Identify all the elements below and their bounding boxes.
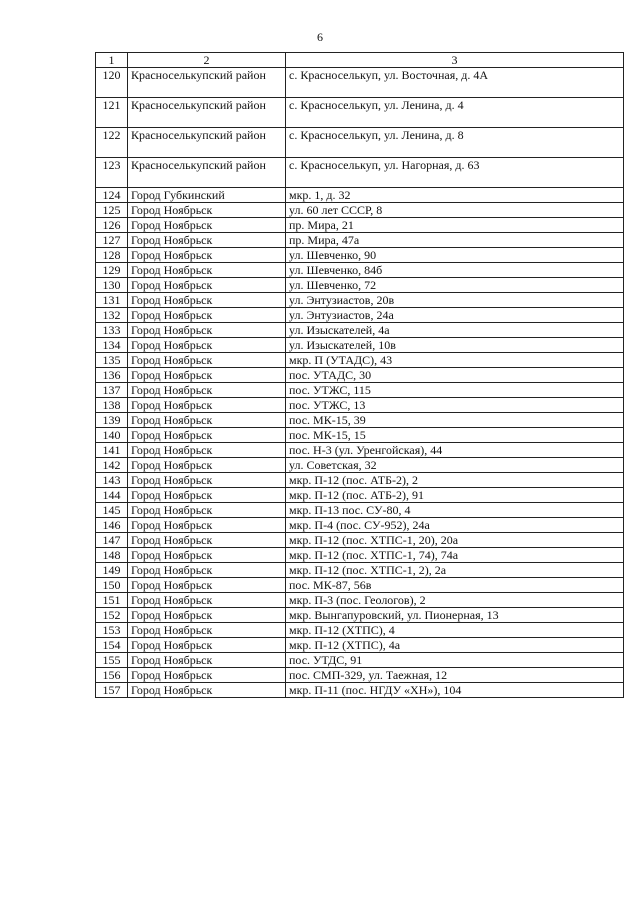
row-district: Город Ноябрьск	[128, 533, 286, 548]
row-district: Город Ноябрьск	[128, 563, 286, 578]
table-row	[96, 158, 624, 188]
table-row	[96, 338, 624, 353]
table-row	[96, 398, 624, 413]
row-number: 136	[96, 368, 128, 383]
row-number: 134	[96, 338, 128, 353]
row-address: мкр. П-12 (пос. ХТПС-1, 20), 20а	[286, 533, 624, 548]
row-district: Город Ноябрьск	[128, 368, 286, 383]
row-number: 149	[96, 563, 128, 578]
table-row	[96, 668, 624, 683]
table-row	[96, 563, 624, 578]
table-row	[96, 488, 624, 503]
row-district: Город Ноябрьск	[128, 683, 286, 698]
row-number: 122	[96, 128, 128, 158]
row-district: Красноселькупский район	[128, 158, 286, 188]
column-header-number: 1	[96, 53, 128, 68]
table-row	[96, 683, 624, 698]
table-row	[96, 353, 624, 368]
row-district: Город Ноябрьск	[128, 668, 286, 683]
row-number: 145	[96, 503, 128, 518]
row-district: Город Ноябрьск	[128, 503, 286, 518]
table-row	[96, 128, 624, 158]
row-address: с. Красноселькуп, ул. Ленина, д. 8	[286, 128, 624, 158]
row-number: 123	[96, 158, 128, 188]
table-row	[96, 578, 624, 593]
row-address: пос. МК-15, 15	[286, 428, 624, 443]
row-address: пос. УТЖС, 115	[286, 383, 624, 398]
row-district: Город Ноябрьск	[128, 398, 286, 413]
row-number: 129	[96, 263, 128, 278]
row-address: с. Красноселькуп, ул. Восточная, д. 4А	[286, 68, 624, 98]
row-number: 156	[96, 668, 128, 683]
row-number: 120	[96, 68, 128, 98]
row-number: 139	[96, 413, 128, 428]
table-row	[96, 638, 624, 653]
row-number: 154	[96, 638, 128, 653]
row-district: Город Ноябрьск	[128, 623, 286, 638]
row-district: Город Ноябрьск	[128, 353, 286, 368]
row-district: Город Ноябрьск	[128, 578, 286, 593]
row-address: мкр. П-12 (ХТПС), 4а	[286, 638, 624, 653]
row-district: Город Ноябрьск	[128, 608, 286, 623]
row-address: ул. Энтузиастов, 20в	[286, 293, 624, 308]
table-header-row	[96, 53, 624, 68]
row-number: 150	[96, 578, 128, 593]
row-address: ул. Шевченко, 90	[286, 248, 624, 263]
row-number: 124	[96, 188, 128, 203]
row-number: 121	[96, 98, 128, 128]
row-district: Красноселькупский район	[128, 68, 286, 98]
row-address: пос. МК-87, 56в	[286, 578, 624, 593]
row-address: с. Красноселькуп, ул. Нагорная, д. 63	[286, 158, 624, 188]
row-number: 125	[96, 203, 128, 218]
row-address: с. Красноселькуп, ул. Ленина, д. 4	[286, 98, 624, 128]
row-district: Город Ноябрьск	[128, 263, 286, 278]
row-number: 132	[96, 308, 128, 323]
row-district: Город Ноябрьск	[128, 293, 286, 308]
row-address: пос. УТАДС, 30	[286, 368, 624, 383]
table-row	[96, 308, 624, 323]
row-number: 143	[96, 473, 128, 488]
row-address: пос. УТДС, 91	[286, 653, 624, 668]
table-row	[96, 533, 624, 548]
row-address: мкр. П-12 (пос. АТБ-2), 91	[286, 488, 624, 503]
row-address: мкр. П-12 (пос. ХТПС-1, 74), 74а	[286, 548, 624, 563]
table-row	[96, 608, 624, 623]
row-address: пос. УТЖС, 13	[286, 398, 624, 413]
row-district: Город Ноябрьск	[128, 203, 286, 218]
table-row	[96, 248, 624, 263]
row-number: 146	[96, 518, 128, 533]
row-number: 138	[96, 398, 128, 413]
row-address: ул. Изыскателей, 10в	[286, 338, 624, 353]
row-district: Город Ноябрьск	[128, 383, 286, 398]
row-number: 148	[96, 548, 128, 563]
table-row	[96, 368, 624, 383]
row-address: мкр. П-3 (пос. Геологов), 2	[286, 593, 624, 608]
row-number: 127	[96, 233, 128, 248]
row-number: 128	[96, 248, 128, 263]
row-number: 135	[96, 353, 128, 368]
row-district: Город Ноябрьск	[128, 413, 286, 428]
row-district: Город Ноябрьск	[128, 338, 286, 353]
row-district: Город Ноябрьск	[128, 653, 286, 668]
table-row	[96, 443, 624, 458]
row-number: 152	[96, 608, 128, 623]
address-table	[95, 52, 624, 698]
table-row	[96, 383, 624, 398]
table-row	[96, 263, 624, 278]
table-row	[96, 293, 624, 308]
row-number: 140	[96, 428, 128, 443]
row-address: пр. Мира, 21	[286, 218, 624, 233]
row-address: мкр. П (УТАДС), 43	[286, 353, 624, 368]
column-header-district: 2	[128, 53, 286, 68]
row-district: Город Ноябрьск	[128, 593, 286, 608]
row-district: Город Ноябрьск	[128, 638, 286, 653]
row-address: пос. МК-15, 39	[286, 413, 624, 428]
table-row	[96, 203, 624, 218]
row-number: 147	[96, 533, 128, 548]
table-row	[96, 323, 624, 338]
row-address: ул. Шевченко, 84б	[286, 263, 624, 278]
row-district: Город Ноябрьск	[128, 488, 286, 503]
row-number: 157	[96, 683, 128, 698]
row-address: пр. Мира, 47а	[286, 233, 624, 248]
table-row	[96, 218, 624, 233]
row-district: Город Ноябрьск	[128, 458, 286, 473]
row-district: Город Ноябрьск	[128, 278, 286, 293]
row-address: мкр. П-4 (пос. СУ-952), 24а	[286, 518, 624, 533]
row-number: 155	[96, 653, 128, 668]
row-number: 137	[96, 383, 128, 398]
row-number: 153	[96, 623, 128, 638]
row-district: Город Ноябрьск	[128, 443, 286, 458]
column-header-address: 3	[286, 53, 624, 68]
row-address: ул. Изыскателей, 4а	[286, 323, 624, 338]
row-address: мкр. П-13 пос. СУ-80, 4	[286, 503, 624, 518]
row-number: 142	[96, 458, 128, 473]
table-row	[96, 593, 624, 608]
row-district: Город Ноябрьск	[128, 248, 286, 263]
row-district: Город Ноябрьск	[128, 548, 286, 563]
row-district: Город Ноябрьск	[128, 218, 286, 233]
table-row	[96, 233, 624, 248]
row-district: Город Губкинский	[128, 188, 286, 203]
row-address: ул. Шевченко, 72	[286, 278, 624, 293]
row-address: пос. СМП-329, ул. Таежная, 12	[286, 668, 624, 683]
row-address: мкр. П-12 (ХТПС), 4	[286, 623, 624, 638]
row-address: мкр. 1, д. 32	[286, 188, 624, 203]
row-district: Город Ноябрьск	[128, 233, 286, 248]
row-number: 126	[96, 218, 128, 233]
row-number: 133	[96, 323, 128, 338]
row-number: 131	[96, 293, 128, 308]
table-row	[96, 473, 624, 488]
row-district: Город Ноябрьск	[128, 323, 286, 338]
row-number: 130	[96, 278, 128, 293]
row-address: мкр. П-11 (пос. НГДУ «ХН»), 104	[286, 683, 624, 698]
table-row	[96, 458, 624, 473]
table-row	[96, 413, 624, 428]
row-district: Красноселькупский район	[128, 128, 286, 158]
table-row	[96, 623, 624, 638]
table-row	[96, 503, 624, 518]
table-row	[96, 188, 624, 203]
row-address: мкр. П-12 (пос. АТБ-2), 2	[286, 473, 624, 488]
table-row	[96, 518, 624, 533]
row-district: Город Ноябрьск	[128, 428, 286, 443]
table-row	[96, 68, 624, 98]
row-address: мкр. Вынгапуровский, ул. Пионерная, 13	[286, 608, 624, 623]
row-address: мкр. П-12 (пос. ХТПС-1, 2), 2а	[286, 563, 624, 578]
row-district: Город Ноябрьск	[128, 518, 286, 533]
table-body	[96, 68, 624, 698]
row-number: 151	[96, 593, 128, 608]
page-number: 6	[317, 30, 323, 44]
row-address: ул. Энтузиастов, 24а	[286, 308, 624, 323]
table-row	[96, 653, 624, 668]
row-number: 141	[96, 443, 128, 458]
table-row	[96, 548, 624, 563]
row-address: ул. 60 лет СССР, 8	[286, 203, 624, 218]
row-address: пос. Н-3 (ул. Уренгойская), 44	[286, 443, 624, 458]
row-address: ул. Советская, 32	[286, 458, 624, 473]
table-row	[96, 98, 624, 128]
row-district: Красноселькупский район	[128, 98, 286, 128]
row-district: Город Ноябрьск	[128, 308, 286, 323]
row-number: 144	[96, 488, 128, 503]
table-row	[96, 278, 624, 293]
table-row	[96, 428, 624, 443]
row-district: Город Ноябрьск	[128, 473, 286, 488]
